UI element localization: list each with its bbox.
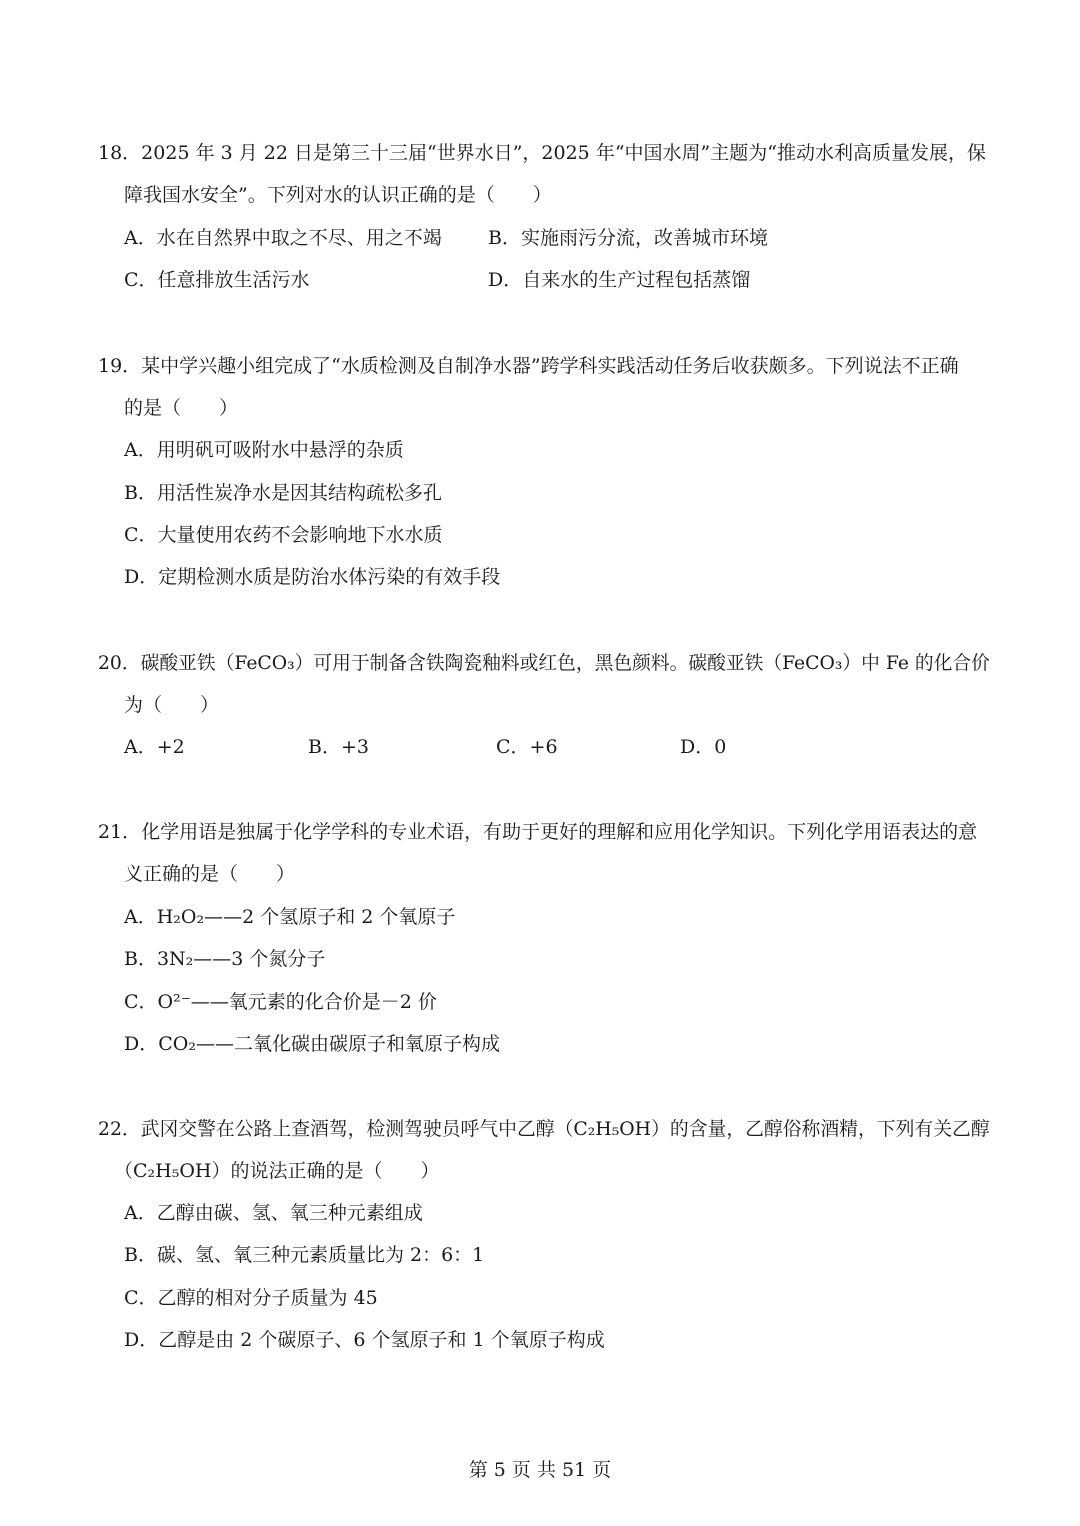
option-c: C．乙醇的相对分子质量为 45 (124, 1287, 378, 1309)
option-c: C．大量使用农药不会影响地下水水质 (124, 524, 443, 546)
option-a: A．H₂O₂——2 个氢原子和 2 个氧原子 (124, 906, 456, 928)
question-stem-continued: （C₂H₅OH）的说法正确的是（ ） (114, 1160, 440, 1182)
option-a: A．乙醇由碳、氢、氧三种元素组成 (124, 1202, 423, 1224)
question-stem: 20．碳酸亚铁（FeCO₃）可用于制备含铁陶瓷釉料或红色，黑色颜料。碳酸亚铁（FeCO₃）中 Fe 的化合价 (98, 652, 990, 674)
page-number-footer: 第 5 页 共 51 页 (468, 1459, 612, 1481)
option-b: B．3N₂——3 个氮分子 (124, 948, 326, 970)
option-b: B．+3 (308, 736, 369, 758)
option-b: B．碳、氢、氧三种元素质量比为 2：6：1 (124, 1244, 485, 1266)
question-stem: 18．2025 年 3 月 22 日是第三十三届“世界水日”，2025 年“中国水周”主题为“推动水利高质量发展，保 (98, 142, 986, 164)
option-d: D．乙醇是由 2 个碳原子、6 个氢原子和 1 个氧原子构成 (124, 1329, 605, 1351)
question-stem-continued: 的是（ ） (124, 397, 239, 419)
option-d: D．定期检测水质是防治水体污染的有效手段 (124, 566, 501, 588)
option-a: A．水在自然界中取之不尽、用之不竭 (124, 227, 442, 249)
option-d: D．自来水的生产过程包括蒸馏 (488, 269, 751, 291)
question-stem-continued: 障我国水安全”。下列对水的认识正确的是（ ） (124, 184, 552, 206)
option-b: B．用活性炭净水是因其结构疏松多孔 (124, 482, 442, 504)
option-c: C．+6 (496, 736, 558, 758)
option-d: D．0 (680, 736, 727, 758)
question-stem-continued: 义正确的是（ ） (124, 863, 296, 885)
question-stem: 22．武冈交警在公路上查酒驾，检测驾驶员呼气中乙醇（C₂H₅OH）的含量，乙醇俗称酒精，下列有关乙醇 (98, 1118, 990, 1140)
question-stem: 19．某中学兴趣小组完成了“水质检测及自制净水器”跨学科实践活动任务后收获颇多。下列说法不正确 (98, 355, 959, 377)
option-c: C．任意排放生活污水 (124, 269, 310, 291)
question-stem-continued: 为（ ） (124, 694, 220, 716)
option-a: A．+2 (124, 736, 185, 758)
question-stem: 21．化学用语是独属于化学学科的专业术语，有助于更好的理解和应用化学知识。下列化学用语表达的意 (98, 821, 978, 843)
option-d: D．CO₂——二氧化碳由碳原子和氧原子构成 (124, 1033, 500, 1055)
option-c: C．O²⁻——氧元素的化合价是－2 价 (124, 991, 437, 1013)
option-a: A．用明矾可吸附水中悬浮的杂质 (124, 439, 404, 461)
option-b: B．实施雨污分流，改善城市环境 (488, 227, 768, 249)
